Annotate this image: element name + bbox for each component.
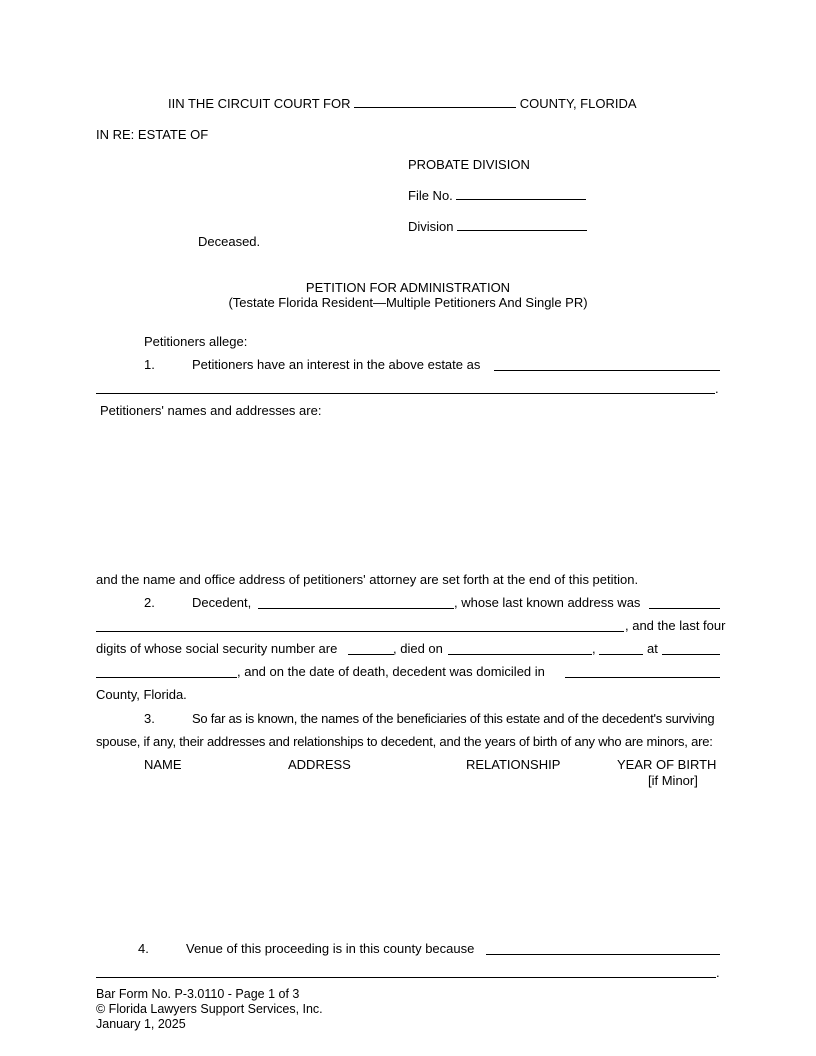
footer-copyright: © Florida Lawyers Support Services, Inc.	[96, 1002, 323, 1016]
petition-subtitle: (Testate Florida Resident—Multiple Petitioners And Single PR)	[228, 295, 588, 310]
died-on-label: , died on	[393, 641, 443, 656]
death-date-blank[interactable]	[448, 654, 592, 655]
last-four-label: , and the last four	[625, 618, 726, 633]
names-addresses-label: Petitioners' names and addresses are:	[100, 403, 322, 418]
decedent-label: Decedent,	[192, 595, 252, 610]
paragraph-4-number: 4.	[138, 941, 149, 956]
address-blank-1[interactable]	[649, 608, 720, 609]
court-suffix: COUNTY, FLORIDA	[519, 96, 637, 111]
deceased-label: Deceased.	[198, 234, 261, 249]
header-if-minor: [if Minor]	[648, 773, 698, 788]
paragraph-1-text: Petitioners have an interest in the above estate as	[192, 357, 481, 372]
last-known-address-label: , whose last known address was	[454, 595, 641, 610]
death-place-blank-2[interactable]	[96, 677, 237, 678]
file-no-row	[408, 188, 586, 203]
file-no-blank[interactable]	[456, 188, 586, 200]
header-address: ADDRESS	[288, 757, 351, 772]
ssn-blank[interactable]	[348, 654, 394, 655]
paragraph-3-line-1: So far as is known, the names of the beneficiaries of this estate and of the decedent's surviving	[192, 711, 715, 726]
header-name: NAME	[144, 757, 182, 772]
date-comma: ,	[592, 641, 596, 656]
division-blank[interactable]	[457, 219, 587, 231]
decedent-name-blank[interactable]	[258, 608, 454, 609]
division-label: Division	[408, 219, 454, 234]
interest-period: .	[715, 381, 719, 396]
venue-period: .	[716, 965, 720, 980]
in-re-label: IN RE: ESTATE OF	[96, 127, 209, 142]
paragraph-1-number: 1.	[144, 357, 155, 372]
venue-blank[interactable]	[486, 954, 720, 955]
ssn-digits-label: digits of whose social security number are	[96, 641, 338, 656]
file-no-label: File No.	[408, 188, 453, 203]
paragraph-2-number: 2.	[144, 595, 155, 610]
death-year-blank[interactable]	[599, 654, 643, 655]
footer-date: January 1, 2025	[96, 1017, 186, 1031]
county-florida-label: County, Florida.	[96, 687, 187, 702]
paragraph-3-number: 3.	[144, 711, 155, 726]
petitioners-allege: Petitioners allege:	[144, 334, 248, 349]
county-blank[interactable]	[354, 96, 516, 108]
header-relationship: RELATIONSHIP	[466, 757, 561, 772]
domicile-county-blank[interactable]	[565, 677, 720, 678]
petition-title: PETITION FOR ADMINISTRATION	[305, 280, 511, 295]
interest-blank-line-2[interactable]	[96, 393, 715, 394]
venue-blank-line-2[interactable]	[96, 977, 716, 978]
probate-division-title: PROBATE DIVISION	[408, 157, 530, 172]
court-prefix: IIN THE CIRCUIT COURT FOR	[168, 96, 351, 111]
interest-blank[interactable]	[494, 370, 720, 371]
death-place-blank[interactable]	[662, 654, 720, 655]
header-year-of-birth: YEAR OF BIRTH	[617, 757, 717, 772]
domiciled-label: , and on the date of death, decedent was domiciled in	[237, 664, 545, 679]
paragraph-3-line-2: spouse, if any, their addresses and relationships to decedent, and the years of birth of any who are minors, are:	[96, 734, 713, 749]
court-heading	[168, 96, 637, 111]
venue-text: Venue of this proceeding is in this county because	[186, 941, 475, 956]
address-blank-2[interactable]	[96, 631, 624, 632]
attorney-line: and the name and office address of petitioners' attorney are set forth at the end of this petition.	[96, 572, 639, 587]
division-row	[408, 219, 587, 234]
footer-form-number: Bar Form No. P-3.0110 - Page 1 of 3	[96, 987, 300, 1001]
at-label: at	[647, 641, 658, 656]
